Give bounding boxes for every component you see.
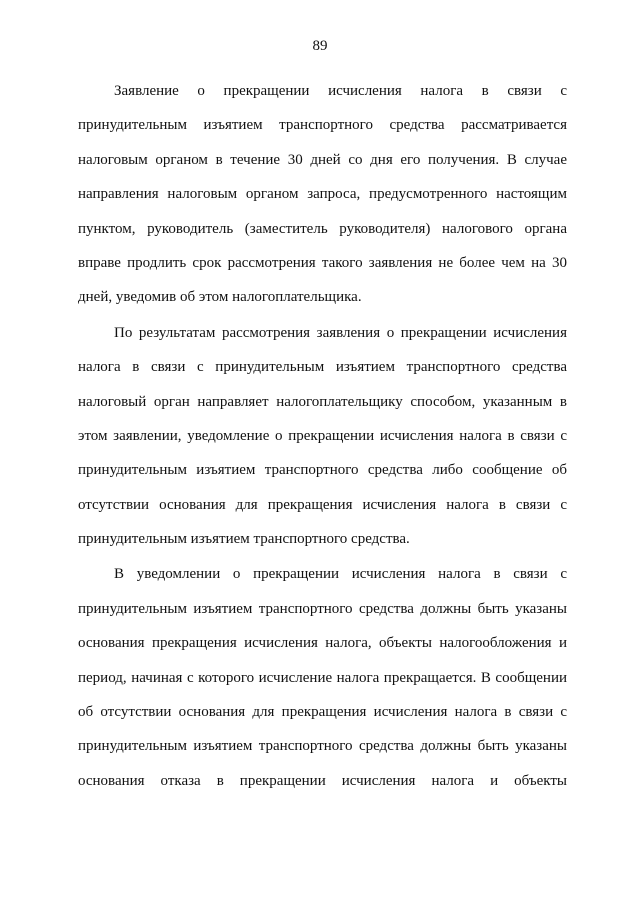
text-line: налоговый орган направляет налогоплательщику способом, указанным в (78, 393, 567, 410)
text-line: направления налоговым органом запроса, предусмотренного настоящим (78, 186, 567, 203)
text-line: дней, уведомив об этом налогоплательщика. (78, 289, 362, 306)
text-line: отсутствии основания для прекращения исчисления налога в связи с (78, 496, 567, 513)
text-line: принудительным изъятием транспортного средства должны быть указаны (78, 738, 567, 755)
paragraph-1 (78, 74, 567, 315)
text-line: принудительным изъятием транспортного средства должны быть указаны (78, 600, 567, 617)
text-line: период, начиная с которого исчисление налога прекращается. В сообщении (78, 669, 567, 686)
text-line: этом заявлении, уведомление о прекращении исчисления налога в связи с (78, 427, 567, 444)
text-line: налоговым органом в течение 30 дней со дня его получения. В случае (78, 151, 567, 168)
text-line: принудительным изъятием транспортного средства рассматривается (78, 117, 567, 134)
text-line: основания прекращения исчисления налога, объекты налогообложения и (78, 635, 567, 652)
text-line: По результатам рассмотрения заявления о прекращении исчисления (114, 324, 567, 341)
text-line: вправе продлить срок рассмотрения такого заявления не более чем на 30 (78, 254, 567, 271)
text-line: основания отказа в прекращении исчисления налога и объекты (78, 772, 567, 789)
text-line: принудительным изъятием транспортного средства. (78, 531, 410, 548)
text-line: об отсутствии основания для прекращения исчисления налога в связи с (78, 704, 567, 721)
text-line: налога в связи с принудительным изъятием транспортного средства (78, 359, 567, 376)
text-line: В уведомлении о прекращении исчисления налога в связи с (114, 566, 567, 583)
document-body (78, 74, 567, 798)
text-line: Заявление о прекращении исчисления налога в связи с (114, 83, 567, 99)
page-number: 89 (312, 38, 328, 54)
text-line: принудительным изъятием транспортного средства либо сообщение об (78, 462, 567, 479)
text-line: пунктом, руководитель (заместитель руководителя) налогового органа (78, 220, 567, 237)
paragraph-2 (78, 316, 567, 557)
paragraph-3 (78, 557, 567, 798)
